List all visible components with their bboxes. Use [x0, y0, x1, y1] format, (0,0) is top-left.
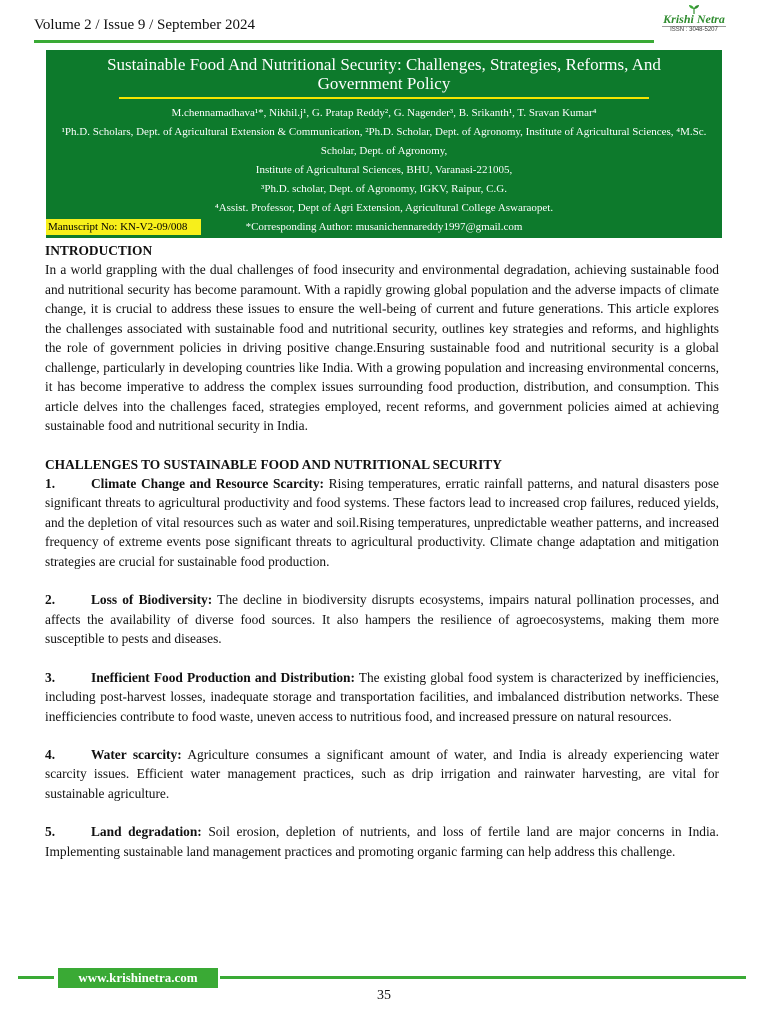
- item-number: 4.: [45, 746, 56, 762]
- journal-logo: [654, 4, 734, 40]
- item-text: Rising temperatures, erratic rainfall patterns, and natural disasters pose significant threats to agricultural productivity and food systems. These factors lead to increased crop failures, reduced yields, and the depletion of vital resources such as water and soil.Rising temperatures, unpredictable weather patterns, and increased frequency of extreme events pose significant threats to agricultural productivity. Climate change adaptation and mitigation strategies are crucial for sustainable food production.: [45, 475, 719, 569]
- item-text: Agriculture consumes a significant amount of water, and India is already experiencing water scarcity issues. Efficient water management practices, such as drip irrigation and rainwater harvesting, are vital for sustainable agriculture.: [45, 746, 719, 801]
- logo-issn: ISSN : 3048-5207: [662, 26, 726, 33]
- item-number: 1.: [45, 475, 56, 491]
- footer-rule-right: [220, 976, 746, 979]
- list-item: [45, 745, 719, 803]
- logo-name: Krishi Netra: [663, 12, 725, 26]
- item-lead: Water scarcity:: [91, 746, 182, 762]
- author-list: M.chennamadhava¹*, Nikhil.j¹, G. Pratap Reddy², G. Nagender³, B. Srikanth¹, T. Sravan Kumar⁴: [171, 107, 597, 119]
- challenges-heading: CHALLENGES TO SUSTAINABLE FOOD AND NUTRITIONAL SECURITY: [45, 456, 502, 472]
- item-number: 2.: [45, 592, 56, 608]
- volume-info: Volume 2 / Issue 9 / September 2024: [34, 17, 255, 33]
- item-lead: Loss of Biodiversity:: [91, 592, 213, 608]
- website-link[interactable]: www.krishinetra.com: [58, 968, 218, 988]
- item-lead: Land degradation:: [91, 824, 202, 840]
- footer-rule-left: [18, 976, 54, 979]
- item-number: 5.: [45, 824, 56, 840]
- article-title: Sustainable Food And Nutritional Security: Challenges, Strategies, Reforms, And Government Policy: [107, 55, 661, 93]
- item-lead: Climate Change and Resource Scarcity:: [91, 475, 325, 491]
- title-band: [46, 50, 722, 238]
- list-item: [45, 590, 719, 648]
- item-number: 3.: [45, 669, 56, 685]
- list-item: [45, 822, 719, 861]
- item-lead: Inefficient Food Production and Distribution:: [91, 669, 355, 685]
- intro-heading: INTRODUCTION: [45, 243, 153, 258]
- affiliation-1: ¹Ph.D. Scholars, Dept. of Agricultural Extension & Communication, ²Ph.D. Scholar, Dept. of Agronomy, Institute of Agricultural Sciences, ⁴M.Sc. Scholar, Dept. of Agronomy,: [61, 126, 707, 157]
- list-item: [45, 474, 719, 571]
- affiliation-2: Institute of Agricultural Sciences, BHU, Varanasi-221005,: [255, 164, 513, 176]
- item-text: The existing global food system is characterized by inefficiencies, including post-harvest losses, inadequate storage and transportation facilities, and imbalanced distribution networks. These inefficiencies contribute to food waste, uneven access to nutritious food, and increased pressure on natural resources.: [45, 669, 720, 724]
- affiliation-3: ³Ph.D. scholar, Dept. of Agronomy, IGKV, Raipur, C.G.: [261, 183, 507, 195]
- list-item: [45, 668, 719, 726]
- page-number: 35: [377, 988, 391, 1003]
- top-rule: [34, 40, 654, 43]
- corresponding-author: *Corresponding Author: musanichennareddy1997@gmail.com: [245, 221, 523, 233]
- item-text: Soil erosion, depletion of nutrients, and loss of fertile land are major concerns in India. Implementing sustainable land management practices and promoting organic farming can help address this challenge.: [45, 824, 719, 859]
- manuscript-number: Manuscript No: KN-V2-09/008: [46, 219, 201, 235]
- affiliation-4: ⁴Assist. Professor, Dept of Agri Extension, Agricultural College Aswaraopet.: [214, 202, 554, 214]
- item-text: The decline in biodiversity disrupts ecosystems, impairs natural pollination processes, and affects the availability of diverse food sources. It also hampers the resilience of agroecosystems, making them more susceptible to pests and diseases.: [45, 592, 719, 647]
- intro-paragraph: In a world grappling with the dual challenges of food insecurity and environmental degradation, achieving sustainable food and nutritional security has become paramount. With a rapidly growing global population and the adverse impacts of climate change, it is crucial to address these issues to ensure the well-being of current and future generations. This article explores the challenges associated with sustainable food and nutritional security, outlines key strategies and reforms, and highlights the role of government policies in driving positive change.Ensuring sustainable food and nutritional security is a global challenge, particularly in developing countries like India. With a growing population and increasing environmental concerns, it has become imperative to address the complex issues surrounding food production, distribution, and consumption. This article delves into the challenges faced, strategies employed, recent reforms, and government policies aimed at achieving sustainable food and nutritional security in India.: [45, 262, 719, 434]
- title-underline: [119, 97, 649, 99]
- article-body: [45, 241, 719, 861]
